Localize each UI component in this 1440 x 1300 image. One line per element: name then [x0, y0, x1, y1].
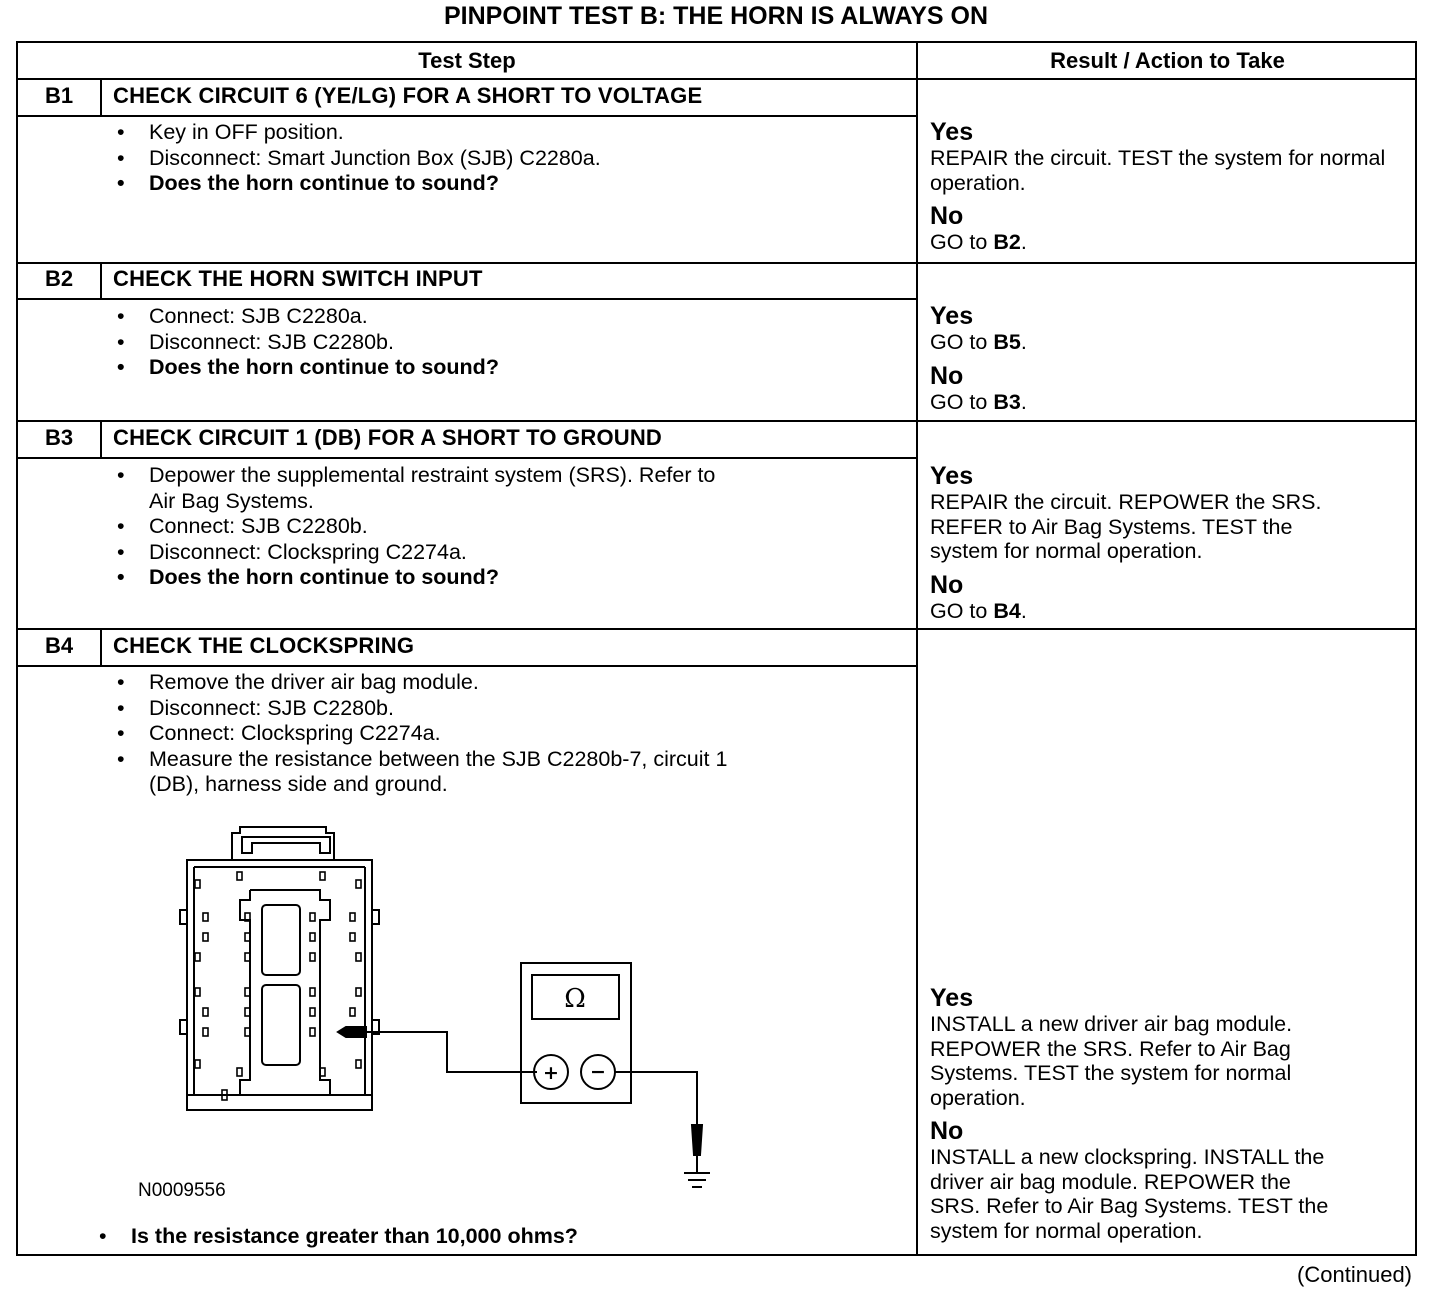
step-title-b4: CHECK THE CLOCKSPRING	[113, 633, 415, 658]
step-question: • Is the resistance greater than 10,000 ohms?	[95, 1224, 578, 1249]
yes-label: Yes	[930, 118, 974, 146]
step-id-b3: B3	[44, 425, 74, 450]
list-item: • Depower the supplemental restraint system (SRS). Refer to Air Bag Systems.	[113, 463, 715, 514]
yes-label: Yes	[930, 984, 974, 1012]
result-b3	[930, 463, 1410, 623]
result-b2	[930, 303, 1410, 414]
step-question: • Does the horn continue to sound?	[113, 355, 499, 381]
step-title-underline	[18, 115, 917, 117]
yes-label: Yes	[930, 462, 974, 490]
list-item: • Key in OFF position.	[113, 120, 601, 146]
list-item: • Measure the resistance between the SJB C2280b-7, circuit 1 (DB), harness side and ground.	[113, 747, 727, 798]
step-id-divider	[100, 80, 102, 116]
header-result: Result / Action to Take	[1050, 48, 1285, 73]
step-ref[interactable]: B3	[993, 389, 1021, 414]
list-item: • Disconnect: Smart Junction Box (SJB) C2280a.	[113, 146, 601, 172]
no-action-line: driver air bag module. REPOWER the	[930, 1169, 1291, 1194]
yes-action: GO to B5.	[930, 330, 1027, 354]
list-item: • Disconnect: SJB C2280b.	[113, 330, 499, 356]
yes-action-line: operation.	[930, 1085, 1026, 1110]
continued-label: (Continued)	[1297, 1262, 1412, 1287]
list-item: • Connect: SJB C2280b.	[113, 514, 715, 540]
header-divider	[18, 78, 1417, 80]
no-action-line: INSTALL a new clockspring. INSTALL the	[930, 1145, 1325, 1169]
yes-label: Yes	[930, 302, 974, 330]
step-title-b1: CHECK CIRCUIT 6 (YE/LG) FOR A SHORT TO VOLTAGE	[113, 83, 703, 108]
page-title: PINPOINT TEST B: THE HORN IS ALWAYS ON	[443, 2, 989, 30]
no-action: GO to B4.	[930, 598, 1027, 623]
figure-id: N0009556	[138, 1180, 226, 1201]
step-id-divider	[100, 264, 102, 299]
step-question: • Does the horn continue to sound?	[113, 565, 715, 591]
list-item: • Disconnect: Clockspring C2274a.	[113, 540, 715, 566]
step-bullets-b1	[113, 120, 601, 197]
step-bullets-b3	[113, 463, 715, 591]
step-id-divider	[100, 630, 102, 665]
no-action-line: SRS. Refer to Air Bag Systems. TEST the	[930, 1194, 1329, 1218]
list-item: • Disconnect: SJB C2280b.	[113, 696, 727, 722]
step-bullets-b2	[113, 304, 499, 381]
step-id-b2: B2	[44, 266, 74, 291]
yes-action-line: INSTALL a new driver air bag module.	[930, 1012, 1293, 1036]
yes-action-line: system for normal operation.	[930, 539, 1203, 563]
list-item: • Connect: Clockspring C2274a.	[113, 721, 727, 747]
plus-icon: +	[543, 1062, 559, 1084]
no-label: No	[930, 202, 964, 230]
step-id-divider	[100, 422, 102, 457]
step-ref[interactable]: B4	[993, 598, 1021, 623]
step-title-b3: CHECK CIRCUIT 1 (DB) FOR A SHORT TO GROUND	[113, 425, 663, 450]
step-question: • Does the horn continue to sound?	[113, 171, 601, 197]
result-b1	[930, 119, 1410, 255]
step-divider	[18, 262, 1417, 264]
no-action: GO to B2.	[930, 230, 1027, 254]
yes-action: REPAIR the circuit. TEST the system for normal operation.	[930, 146, 1386, 195]
no-action: GO to B3.	[930, 389, 1027, 414]
ohm-icon: Ω	[564, 984, 586, 1014]
list-item: • Remove the driver air bag module.	[113, 670, 727, 696]
step-title-b2: CHECK THE HORN SWITCH INPUT	[113, 266, 483, 291]
yes-action-line: REPAIR the circuit. REPOWER the SRS.	[930, 490, 1322, 514]
step-id-b4: B4	[44, 633, 74, 658]
step-bullets-b4	[113, 670, 727, 798]
step-title-underline	[18, 457, 917, 459]
step-title-underline	[18, 665, 917, 667]
minus-icon: −	[590, 1061, 606, 1083]
step-divider	[18, 420, 1417, 422]
no-label: No	[930, 1117, 964, 1145]
yes-action-line: REFER to Air Bag Systems. TEST the	[930, 514, 1293, 539]
no-label: No	[930, 361, 964, 390]
list-item: • Connect: SJB C2280a.	[113, 304, 499, 330]
step-ref[interactable]: B5	[993, 330, 1021, 354]
result-b4	[930, 985, 1410, 1243]
header-test-step: Test Step	[418, 48, 516, 73]
yes-action-line: Systems. TEST the system for normal	[930, 1061, 1292, 1085]
column-divider	[916, 43, 918, 1256]
connector-diagram	[170, 825, 730, 1195]
step-id-b1: B1	[44, 83, 74, 108]
yes-action-line: REPOWER the SRS. Refer to Air Bag	[930, 1036, 1291, 1061]
no-label: No	[930, 570, 964, 599]
step-title-underline	[18, 298, 917, 300]
no-action-line: system for normal operation.	[930, 1218, 1203, 1243]
step-divider	[18, 628, 1417, 630]
step-ref[interactable]: B2	[993, 230, 1021, 254]
